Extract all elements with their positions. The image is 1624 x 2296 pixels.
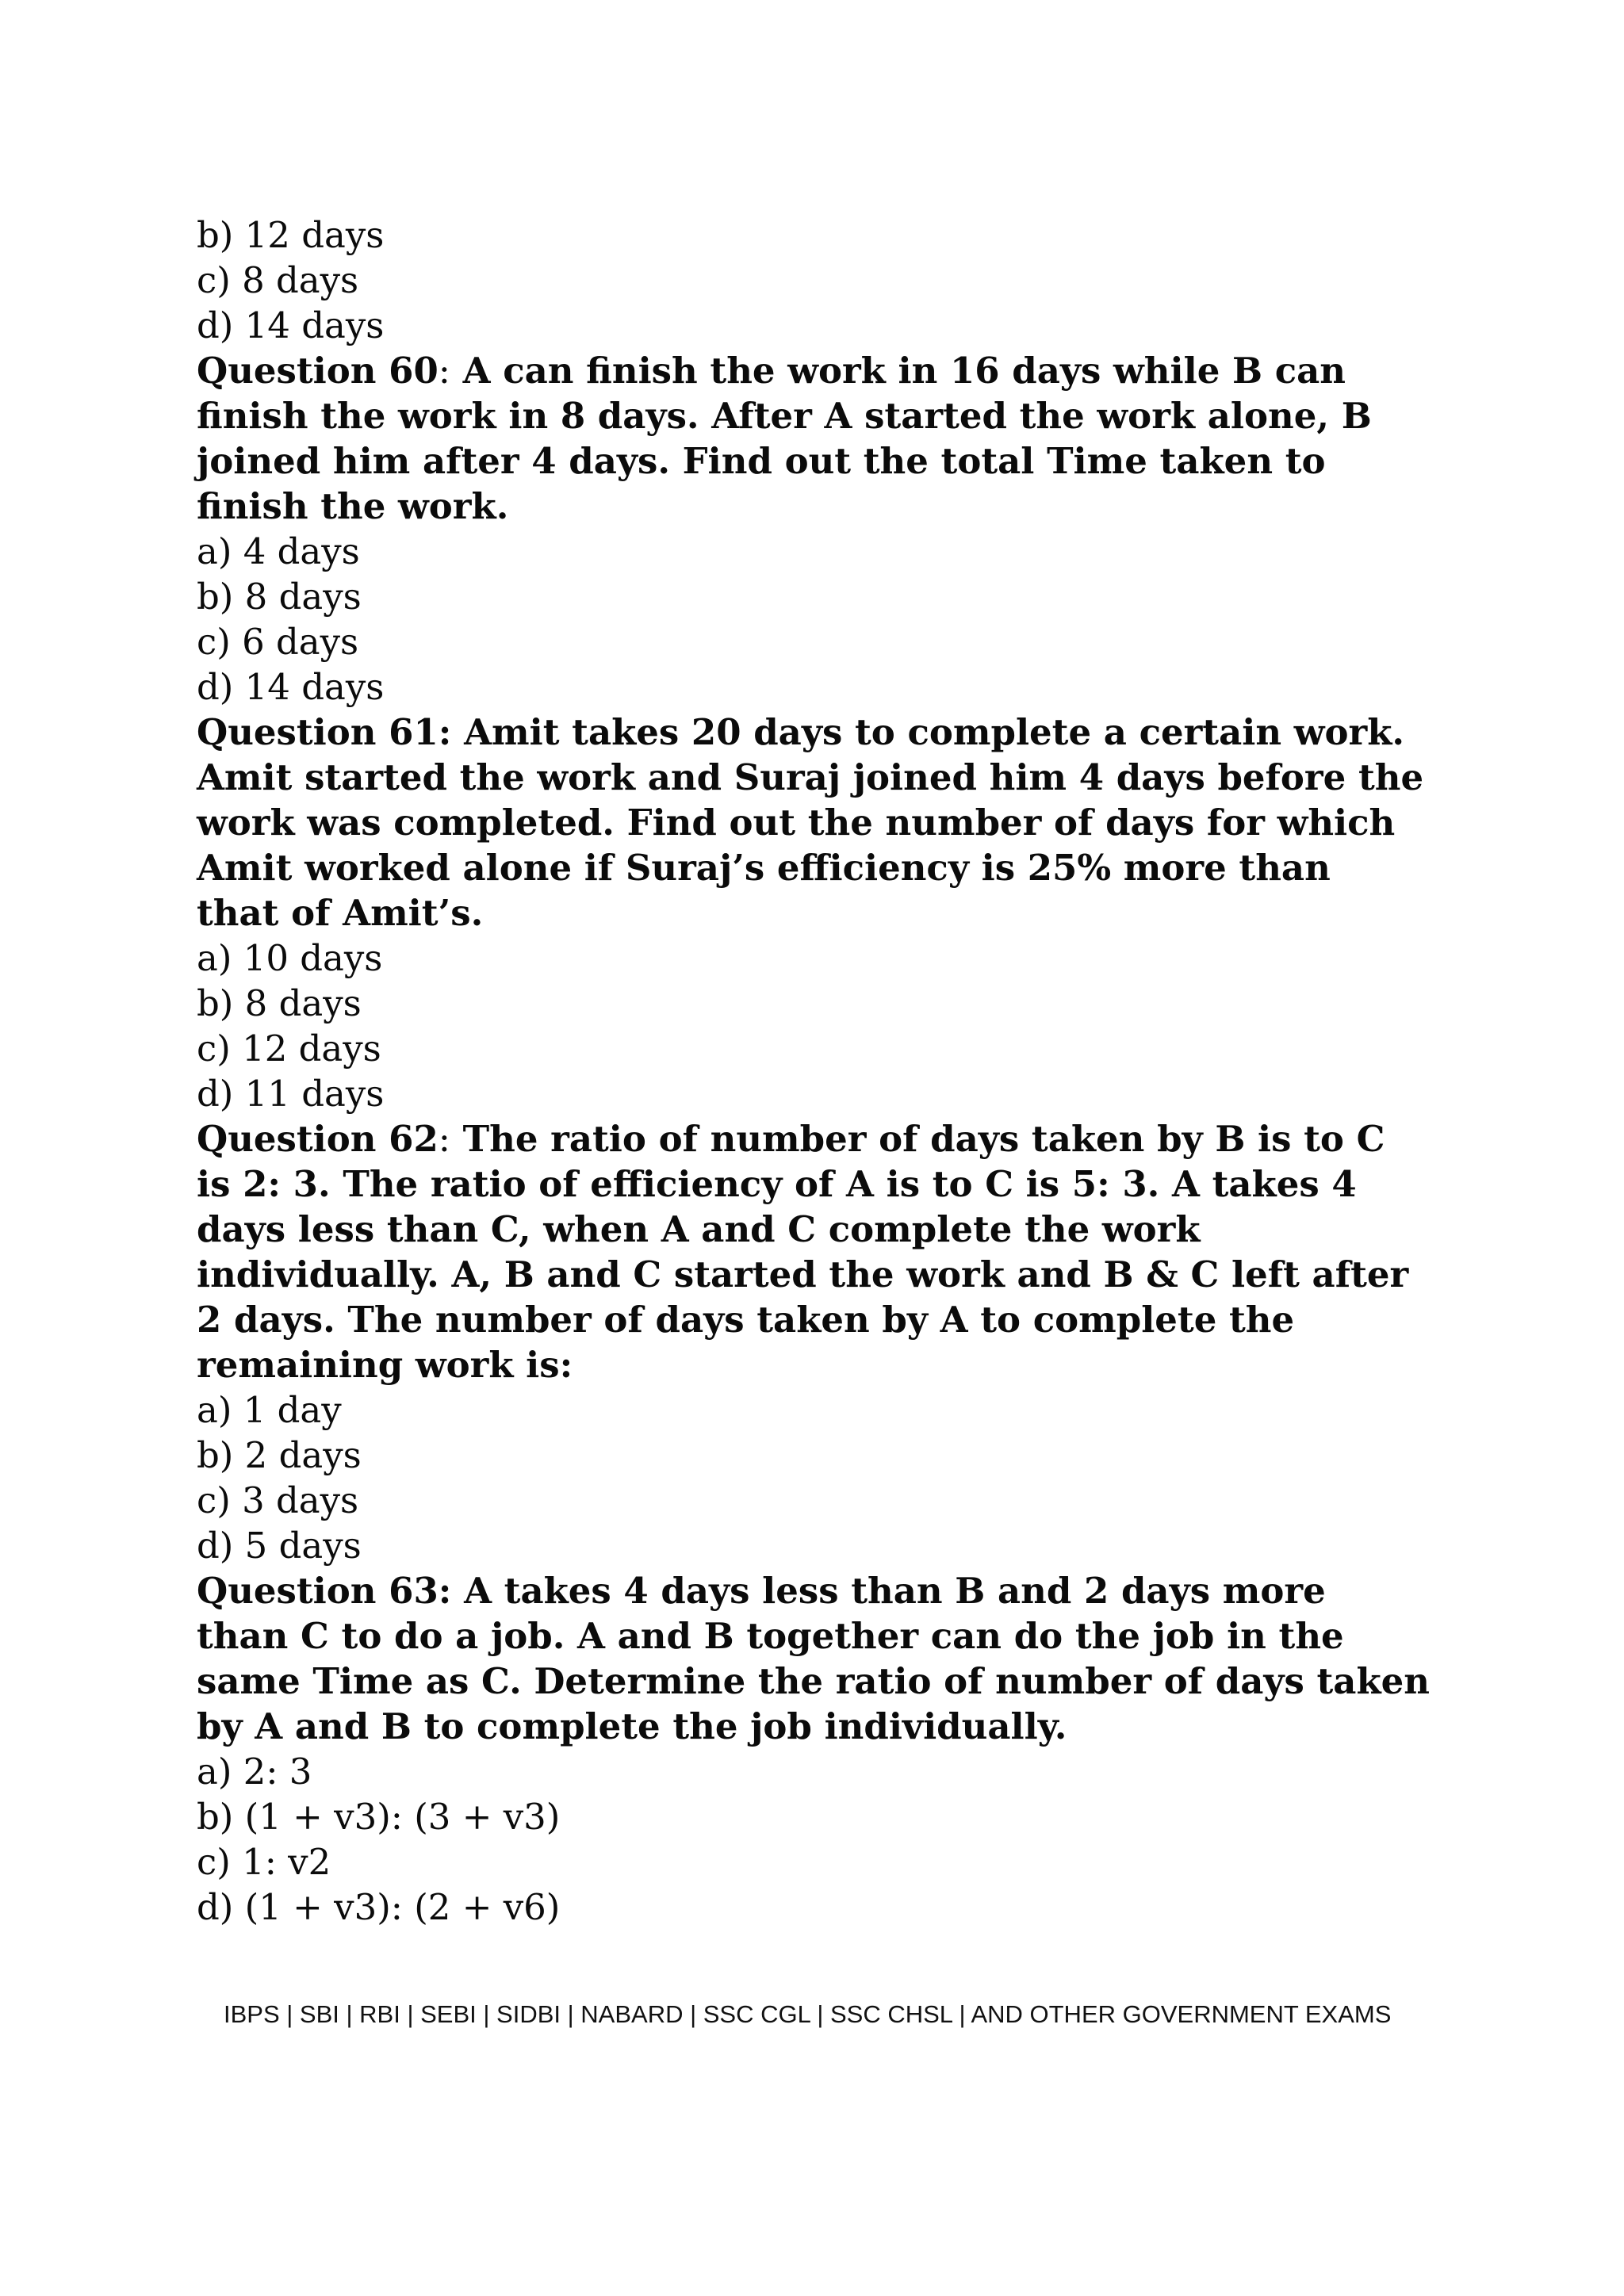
- option-c: c) 1: v2: [197, 1841, 331, 1883]
- option-c: c) 12 days: [197, 1027, 381, 1070]
- question-line: Amit worked alone if Suraj’s efficiency is 25% more than: [197, 847, 1331, 889]
- question-text: The ratio of number of days taken by B is to C: [450, 1118, 1385, 1160]
- question-line: Amit started the work and Suraj joined him 4 days before the: [197, 756, 1424, 798]
- question-line: is 2: 3. The ratio of efficiency of A is to C is 5: 3. A takes 4: [197, 1163, 1357, 1205]
- question-line: that of Amit’s.: [197, 892, 484, 934]
- option-b: b) 2 days: [197, 1434, 362, 1476]
- question-line: finish the work in 8 days. After A started the work alone, B: [197, 395, 1372, 437]
- option-d: d) 14 days: [197, 666, 385, 708]
- option-a: a) 10 days: [197, 937, 383, 979]
- question-line: [197, 710, 1450, 755]
- question-text: A takes 4 days less than B and 2 days more: [451, 1570, 1326, 1612]
- option-d: d) 5 days: [197, 1525, 362, 1567]
- option-a: a) 2: 3: [197, 1751, 312, 1793]
- question-line: days less than C, when A and C complete the work: [197, 1208, 1201, 1250]
- option-b: b) 8 days: [197, 576, 362, 618]
- question-text: Amit takes 20 days to complete a certain work.: [451, 711, 1405, 753]
- question-separator: :: [438, 1570, 452, 1612]
- option-b-prev: b) 12 days: [197, 214, 385, 256]
- option-d-prev: d) 14 days: [197, 304, 385, 346]
- question-number: Question 61: [197, 711, 439, 753]
- option-c: c) 3 days: [197, 1479, 359, 1521]
- option-c: c) 6 days: [197, 621, 359, 663]
- option-d: d) 11 days: [197, 1073, 385, 1115]
- question-number: Question 63: [197, 1570, 439, 1612]
- page-content: [197, 212, 1450, 1930]
- question-line: finish the work.: [197, 485, 509, 527]
- question-line: by A and B to complete the job individually.: [197, 1705, 1067, 1747]
- question-line: remaining work is:: [197, 1344, 573, 1386]
- question-line: joined him after 4 days. Find out the total Time taken to: [197, 440, 1326, 482]
- question-line: same Time as C. Determine the ratio of number of days taken: [197, 1660, 1430, 1702]
- question-63: [197, 1568, 1450, 1749]
- question-line: [197, 1568, 1450, 1613]
- question-line: 2 days. The number of days taken by A to complete the: [197, 1299, 1295, 1341]
- question-62: [197, 1116, 1450, 1387]
- option-b: b) (1 + v3): (3 + v3): [197, 1796, 561, 1838]
- question-line: [197, 348, 1450, 393]
- option-b: b) 8 days: [197, 982, 362, 1024]
- question-number: Question 60: [197, 350, 439, 392]
- question-number: Question 62: [197, 1118, 439, 1160]
- option-c-prev: c) 8 days: [197, 259, 359, 301]
- option-a: a) 1 day: [197, 1389, 342, 1431]
- question-line: than C to do a job. A and B together can do the job in the: [197, 1615, 1344, 1657]
- option-a: a) 4 days: [197, 530, 360, 572]
- question-text: A can finish the work in 16 days while B can: [450, 350, 1346, 392]
- question-line: work was completed. Find out the number of days for which: [197, 802, 1396, 844]
- question-60: [197, 348, 1450, 529]
- question-line: [197, 1116, 1450, 1161]
- page-footer: IBPS | SBI | RBI | SEBI | SIDBI | NABARD | SSC CGL | SSC CHSL | AND OTHER GOVERNMENT EXAMS: [224, 2000, 1392, 2028]
- question-separator: :: [438, 1118, 450, 1160]
- question-separator: :: [438, 350, 450, 392]
- option-d: d) (1 + v3): (2 + v6): [197, 1886, 561, 1928]
- question-separator: :: [438, 711, 452, 753]
- question-line: individually. A, B and C started the work and B & C left after: [197, 1253, 1409, 1295]
- question-61: [197, 710, 1450, 936]
